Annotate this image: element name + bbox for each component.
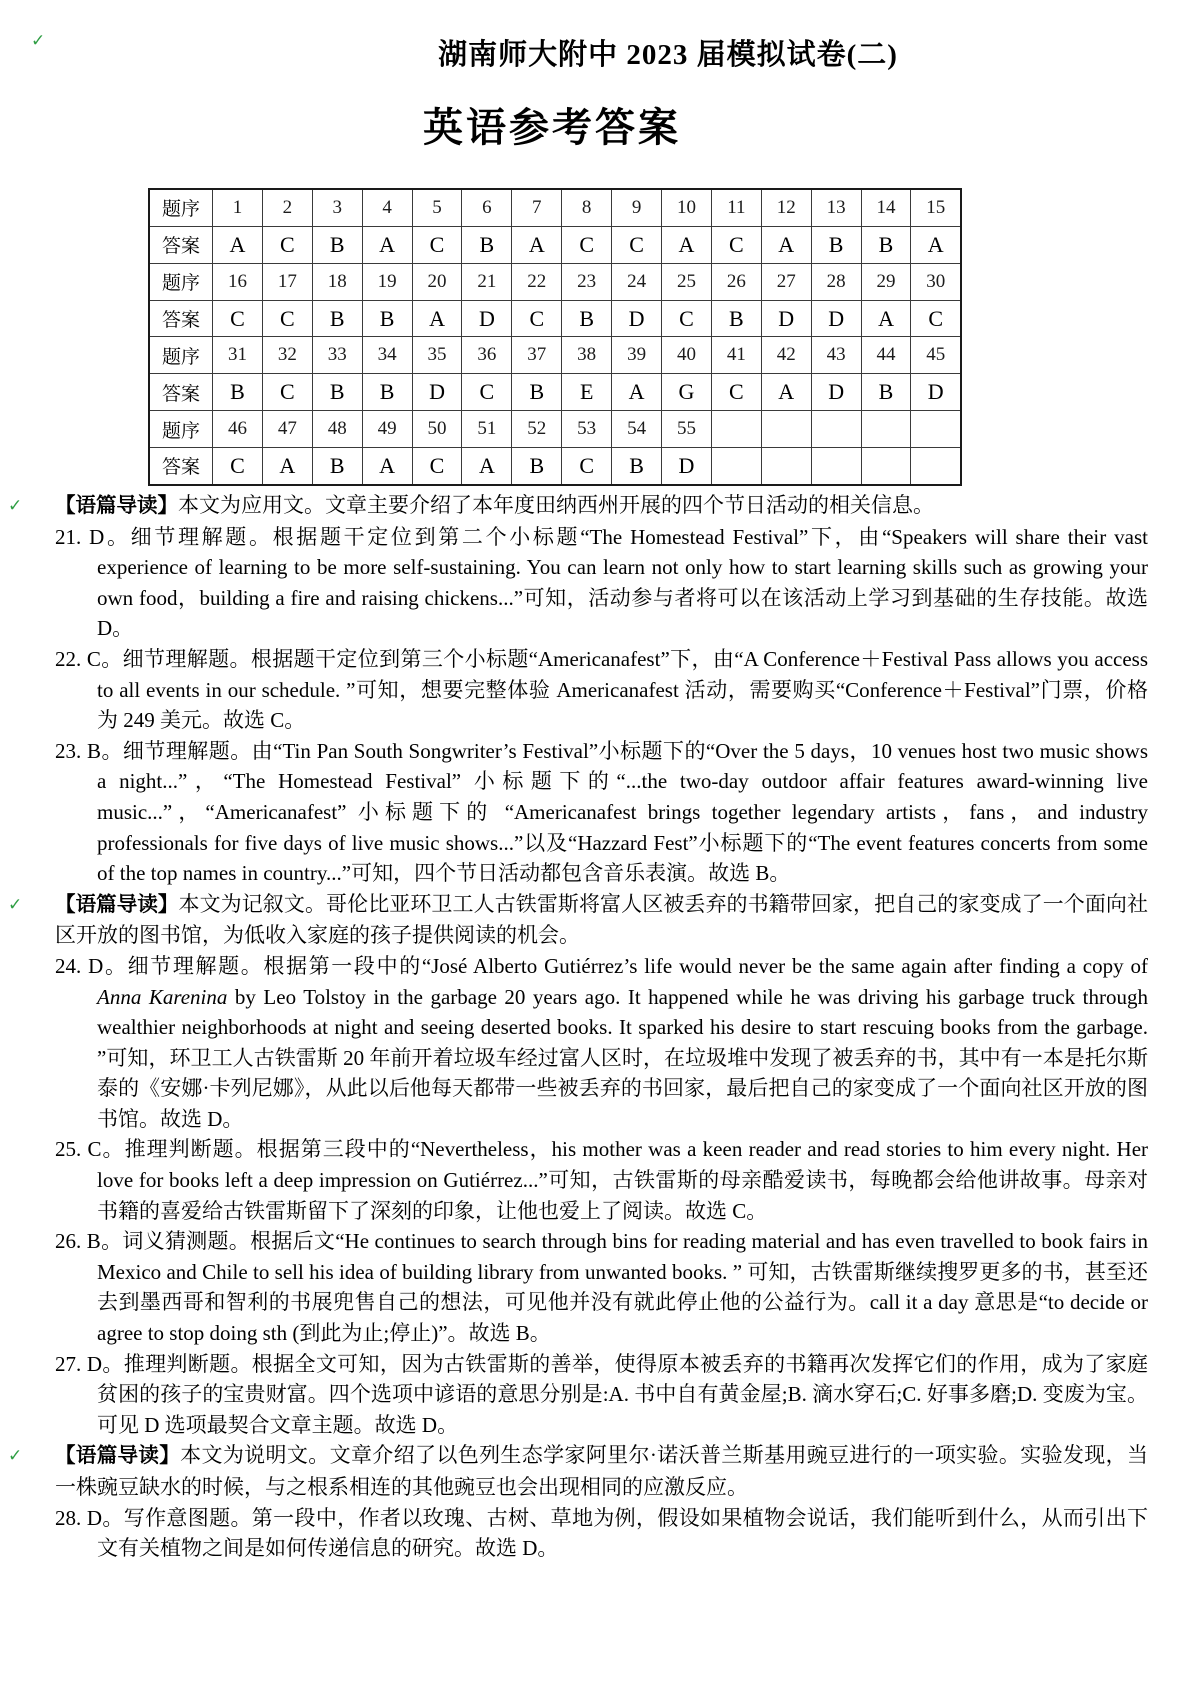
answer-table-row [149,447,961,485]
answer-cell: B [861,226,911,263]
answer-cell: E [562,374,612,411]
question-number-cell: 37 [512,337,562,374]
text-segment: 本文为说明文。文章介绍了以色列生态学家阿里尔·诺沃普兰斯基用豌豆进行的一项实验。实验发现，当一株豌豆缺水的时候，与之根系相连的其他豌豆也会出现相同的应激反应。 [55,1443,1148,1499]
exam-title: 湖南师大附中 2023 届模拟试卷(二) [438,39,898,71]
text-segment: B。词义猜测题。根据后文“He continues to search through bins for reading material and has even travelled to book fairs in Mexico and Chile to sell his idea of building library from unwanted books. ” 可知，古铁雷斯继续搜罗更多的书，甚至还去到墨西哥和智利的书展兜售自己的想法，可见他并没有就此停止他的公益行为。call it a day 意思是“to decide or agree to stop doing sth (到此为止;停止)”。故选 B。 [86,1229,1149,1346]
question-number-cell: 13 [811,189,861,226]
answer-cell: B [362,300,412,337]
question-number-cell: 54 [612,411,662,448]
item-number: 24. [55,953,89,978]
question-number-cell: 55 [662,411,712,448]
question-number-cell: 21 [462,263,512,300]
answer-cell: D [612,300,662,337]
explanation-item [55,1349,1148,1441]
answer-cell: A [761,374,811,411]
answer-cell: C [462,374,512,411]
row-label-cell: 题序 [149,411,213,448]
question-number-cell: 25 [662,263,712,300]
question-number-cell: 39 [612,337,662,374]
answer-cell: D [412,374,462,411]
answer-cell: D [462,300,512,337]
answer-cell: A [612,374,662,411]
answer-cell: B [811,226,861,263]
answer-cell: B [462,226,512,263]
answer-table-row [149,226,961,263]
answer-cell: A [512,226,562,263]
question-number-cell: 32 [262,337,312,374]
question-number-cell: 33 [312,337,362,374]
row-label-cell: 答案 [149,374,213,411]
answer-cell: A [861,300,911,337]
answer-cell: C [262,374,312,411]
answer-cell: D [761,300,811,337]
answer-cell: B [612,447,662,485]
text-segment: B。细节理解题。由“Tin Pan South Songwriter’s Festival”小标题下的“Over the 5 days，10 venues host two music shows a night...”，“The Homestead Festival” 小标题下的“...the two-day outdoor affair features award-winning live music...”，“Americanafest” 小标题下的 “Americanafest brings together legendary artists，fans，and industry professionals for five days of live music shows...”以及“Hazzard Fest”小标题下的“The event features concerts from some of the top names in country...”可知，四个节日活动都包含音乐表演。故选 B。 [86,738,1148,886]
text-segment: C。推理判断题。根据第三段中的“Nevertheless，his mother was a keen reader and read stories to him every night. Her love for books left a deep impression on Gutiérrez...”可知，古铁雷斯的母亲酷爱读书，每晚都会给他讲故事。母亲对书籍的喜爱给古铁雷斯留下了深刻的印象，让他也爱上了阅读。故选 C。 [87,1137,1149,1223]
question-number-cell: 5 [412,189,462,226]
answer-cell: C [562,447,612,485]
question-number-cell: 7 [512,189,562,226]
answer-cell: C [412,447,462,485]
answer-cell: A [412,300,462,337]
question-number-cell: 52 [512,411,562,448]
question-number-cell: 48 [312,411,362,448]
green-check-icon: ✓ [31,31,46,51]
question-number-cell: 28 [811,263,861,300]
row-label-cell: 答案 [149,300,213,337]
question-number-cell: 41 [711,337,761,374]
question-number-cell: 31 [213,337,263,374]
answer-cell [711,447,761,485]
answer-cell: B [362,374,412,411]
row-label-cell: 题序 [149,263,213,300]
row-label-cell: 答案 [149,226,213,263]
passage-lead [8,889,1149,951]
question-number-cell: 35 [412,337,462,374]
answer-cell: B [512,374,562,411]
lead-label: 【语篇导读】 [55,494,178,517]
question-number-cell: 2 [262,189,312,226]
explanation-item [55,644,1148,736]
question-number-cell: 44 [861,337,911,374]
question-number-cell: 19 [362,263,412,300]
question-number-cell [911,411,961,448]
question-number-cell: 4 [362,189,412,226]
page-title: 英语参考答案 [423,105,681,150]
question-number-cell: 24 [612,263,662,300]
item-number: 28. [55,1505,87,1530]
answer-table-body [149,189,961,485]
text-segment: 本文为应用文。文章主要介绍了本年度田纳西州开展的四个节日活动的相关信息。 [178,493,934,517]
item-number: 27. [55,1351,87,1376]
question-number-cell [761,411,811,448]
explanations [8,490,1149,1564]
item-number: 26. [55,1229,87,1254]
question-number-cell: 20 [412,263,462,300]
answer-table [148,188,962,486]
item-number: 21. [55,524,90,549]
question-number-cell: 27 [761,263,811,300]
answer-cell [761,447,811,485]
lead-label: 【语篇导读】 [55,892,179,916]
answer-cell: D [911,374,961,411]
explanation-item [55,522,1148,644]
question-number-cell: 36 [462,337,512,374]
answer-table-row [149,411,961,448]
answer-cell: B [861,374,911,411]
answer-table-row [149,300,961,337]
question-number-cell: 1 [213,189,263,226]
question-number-cell: 45 [911,337,961,374]
question-number-cell: 12 [761,189,811,226]
answer-cell: C [412,226,462,263]
question-number-cell: 18 [312,263,362,300]
passage-lead [8,490,1148,522]
answer-cell: C [213,447,263,485]
question-number-cell: 53 [562,411,612,448]
green-check-icon: ✓ [8,894,23,915]
question-number-cell: 22 [512,263,562,300]
question-number-cell: 50 [412,411,462,448]
text-segment: D。细节理解题。根据题干定位到第二个小标题“The Homestead Festival”下，由“Speakers will share their vast experience of learning to be more self-sustaining. You can learn not only how to start learning skills such as growing your own food，building a fire and raising chickens...”可知，活动参与者将可以在该活动上学习到基础的生存技能。故选 D。 [89,524,1149,641]
green-check-icon: ✓ [8,1446,23,1467]
explanation-item [55,736,1148,889]
question-number-cell: 29 [861,263,911,300]
question-number-cell: 23 [562,263,612,300]
text-segment: by Leo Tolstoy in the garbage 20 years ago. It happened while he was driving his garbage truck through wealthier neighborhoods at night and seeing deserted books. It sparked his desire to start rescuing books from the garbage. ”可知，环卫工人古铁雷斯 20 年前开着垃圾车经过富人区时，在垃圾堆中发现了被丢弃的书，其中有一本是托尔斯泰的《安娜·卡列尼娜》，从此以后他每天都带一些被丢弃的书回家，最后把自己的家变成了一个面向社区开放的图书馆。故选 D。 [97,984,1148,1131]
answer-cell: B [312,374,362,411]
question-number-cell [711,411,761,448]
text-segment: D。细节理解题。根据第一段中的“José Alberto Gutiérrez’s life would never be the same again after finding a copy of [88,953,1148,978]
answer-cell: B [562,300,612,337]
question-number-cell: 34 [362,337,412,374]
item-number: 25. [55,1137,88,1162]
text-segment: D。写作意图题。第一段中，作者以玫瑰、古树、草地为例，假设如果植物会说话，我们能听到什么，从而引出下文有关植物之间是如何传递信息的研究。故选 D。 [86,1505,1149,1561]
answer-cell: C [213,300,263,337]
answer-cell: D [811,300,861,337]
answer-cell: C [512,300,562,337]
explanation-item [55,951,1148,1135]
passage-lead [8,1440,1148,1502]
answer-cell: B [711,300,761,337]
question-number-cell: 3 [312,189,362,226]
answer-cell: A [213,226,263,263]
explanation-item [55,1134,1148,1226]
question-number-cell: 30 [911,263,961,300]
explanation-item [55,1226,1148,1348]
row-label-cell: 题序 [149,189,213,226]
answer-cell: B [213,374,263,411]
answer-cell: B [512,447,562,485]
answer-cell: C [262,300,312,337]
answer-cell [811,447,861,485]
question-number-cell: 42 [761,337,811,374]
question-number-cell: 40 [662,337,712,374]
answer-cell: C [562,226,612,263]
question-number-cell: 17 [262,263,312,300]
answer-table-row [149,189,961,226]
answer-table-row [149,374,961,411]
item-number: 23. [55,738,87,763]
row-label-cell: 答案 [149,447,213,485]
answer-cell: A [911,226,961,263]
question-number-cell: 26 [711,263,761,300]
answer-cell: C [711,226,761,263]
answer-table-row [149,337,961,374]
answer-cell: D [811,374,861,411]
question-number-cell [861,411,911,448]
answer-cell: D [662,447,712,485]
answer-table-row [149,263,961,300]
answer-cell: C [911,300,961,337]
question-number-cell: 16 [213,263,263,300]
answer-cell: B [312,447,362,485]
answer-cell: B [312,226,362,263]
question-number-cell: 14 [861,189,911,226]
question-number-cell: 6 [462,189,512,226]
question-number-cell: 15 [911,189,961,226]
question-number-cell: 47 [262,411,312,448]
answer-cell [911,447,961,485]
answer-cell: G [662,374,712,411]
answer-cell: A [462,447,512,485]
green-check-icon: ✓ [8,496,23,516]
answer-cell: C [711,374,761,411]
text-segment: Anna Karenina [97,984,228,1009]
question-number-cell: 49 [362,411,412,448]
question-number-cell: 38 [562,337,612,374]
question-number-cell: 46 [213,411,263,448]
question-number-cell: 9 [612,189,662,226]
question-number-cell: 43 [811,337,861,374]
text-segment: C。细节理解题。根据题干定位到第三个小标题“Americanafest”下，由“A Conference＋Festival Pass allows you access to all events in our schedule. ”可知，想要完整体验 Americanafest 活动，需要购买“Conference＋Festival”门票，价格为 249 美元。故选 C。 [86,646,1148,733]
answer-cell: C [262,226,312,263]
explanation-item [55,1503,1148,1564]
question-number-cell: 51 [462,411,512,448]
question-number-cell: 11 [711,189,761,226]
item-number: 22. [55,646,87,671]
question-number-cell: 8 [562,189,612,226]
text-segment: D。推理判断题。根据全文可知，因为古铁雷斯的善举，使得原本被丢弃的书籍再次发挥它们的作用，成为了家庭贫困的孩子的宝贵财富。四个选项中谚语的意思分别是:A. 书中自有黄金屋;B. 滴水穿石;C. 好事多磨;D. 变废为宝。可见 D 选项最契合文章主题。故选 D。 [86,1351,1149,1437]
answer-cell: A [761,226,811,263]
question-number-cell: 10 [662,189,712,226]
answer-cell: A [262,447,312,485]
answer-cell: B [312,300,362,337]
answer-cell: C [612,226,662,263]
question-number-cell [811,411,861,448]
row-label-cell: 题序 [149,337,213,374]
answer-cell: C [662,300,712,337]
answer-cell: A [662,226,712,263]
lead-label: 【语篇导读】 [55,1444,181,1468]
answer-cell: A [362,447,412,485]
answer-cell [861,447,911,485]
text-segment: 本文为记叙文。哥伦比亚环卫工人古铁雷斯将富人区被丢弃的书籍带回家，把自己的家变成了一个面向社区开放的图书馆，为低收入家庭的孩子提供阅读的机会。 [55,891,1149,948]
answer-cell: A [362,226,412,263]
